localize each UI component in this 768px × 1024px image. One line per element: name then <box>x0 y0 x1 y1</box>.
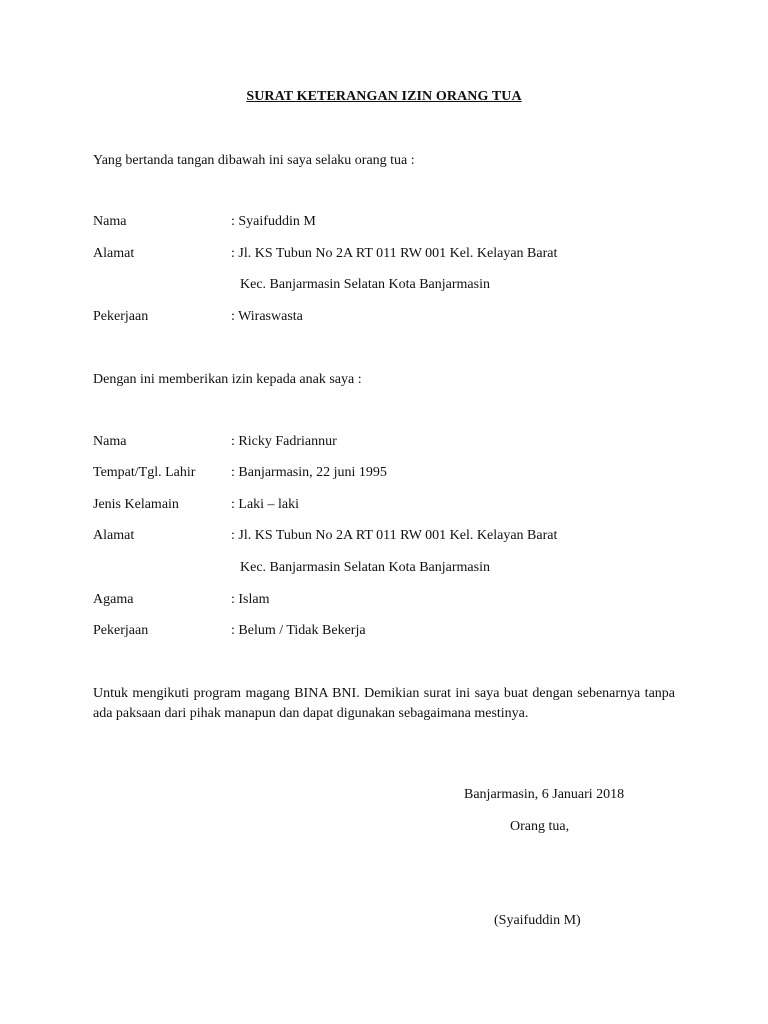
parent-alamat-label: Alamat <box>93 246 135 261</box>
permission-intro-text: Dengan ini memberikan izin kepada anak saya : <box>93 372 362 387</box>
parent-nama-label: Nama <box>93 214 127 229</box>
child-nama-value: : Ricky Fadriannur <box>231 434 337 449</box>
signature-name: (Syaifuddin M) <box>494 913 581 928</box>
child-agama-value: : Islam <box>231 592 270 607</box>
child-alamat-value-line1: : Jl. KS Tubun No 2A RT 011 RW 001 Kel. Kelayan Barat <box>231 528 558 543</box>
child-agama-label: Agama <box>93 592 134 607</box>
child-ttl-value: : Banjarmasin, 22 juni 1995 <box>231 465 387 480</box>
child-alamat-value-line2: Kec. Banjarmasin Selatan Kota Banjarmasin <box>240 560 490 575</box>
parent-nama-value: : Syaifuddin M <box>231 214 316 229</box>
parent-pekerjaan-label: Pekerjaan <box>93 309 149 324</box>
intro-text: Yang bertanda tangan dibawah ini saya selaku orang tua : <box>93 153 415 168</box>
document-title: SURAT KETERANGAN IZIN ORANG TUA <box>246 89 522 104</box>
child-nama-label: Nama <box>93 434 127 449</box>
signature-place-date: Banjarmasin, 6 Januari 2018 <box>464 787 625 802</box>
child-ttl-label: Tempat/Tgl. Lahir <box>93 465 196 480</box>
signature-role: Orang tua, <box>510 819 570 834</box>
closing-paragraph: Untuk mengikuti program magang BINA BNI. Demikian surat ini saya buat dengan sebenarnya tanpa ada paksaan dari pihak manapun dan dapat digunakan sebagaimana mestinya. <box>93 686 675 721</box>
parent-alamat-value-line1: : Jl. KS Tubun No 2A RT 011 RW 001 Kel. Kelayan Barat <box>231 246 558 261</box>
child-pekerjaan-label: Pekerjaan <box>93 623 149 638</box>
parent-pekerjaan-value: : Wiraswasta <box>231 309 303 324</box>
child-jenis-kelamin-label: Jenis Kelamain <box>93 497 179 512</box>
child-pekerjaan-value: : Belum / Tidak Bekerja <box>231 623 366 638</box>
child-jenis-kelamin-value: : Laki – laki <box>231 497 300 512</box>
parent-alamat-value-line2: Kec. Banjarmasin Selatan Kota Banjarmasin <box>240 277 490 292</box>
child-alamat-label: Alamat <box>93 528 135 543</box>
